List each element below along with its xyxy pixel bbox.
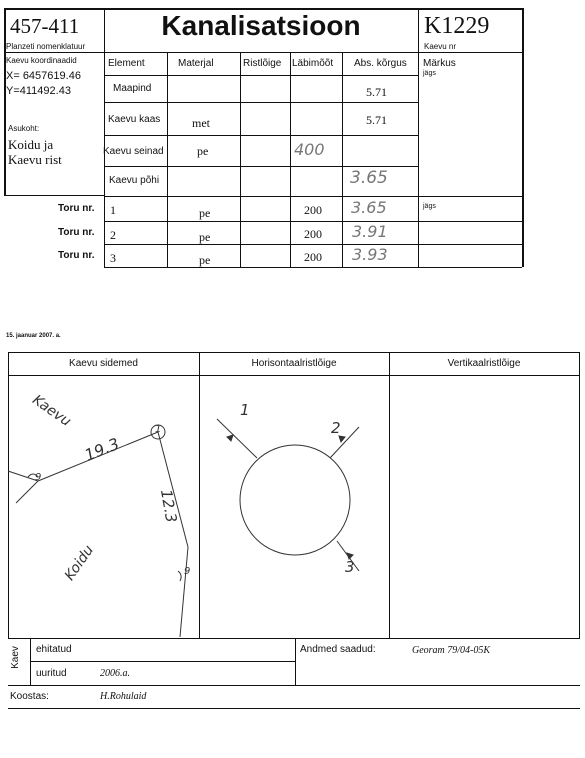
pipe-height: 3.65 [351, 198, 387, 217]
col-header-material: Materjal [178, 58, 214, 69]
pipe-diameter: 200 [304, 203, 322, 217]
row-element: Kaevu põhi [109, 175, 160, 186]
pipe-label: Toru nr. [58, 227, 95, 238]
row-height: 3.65 [350, 168, 388, 188]
coords-caption: Kaevu koordinaadid [6, 56, 77, 65]
panel-title-links: Kaevu sidemed [69, 358, 138, 369]
built-label: ehitatud [36, 644, 72, 655]
pipe-material: pe [199, 206, 211, 220]
pipe-material: pe [199, 230, 211, 244]
well-id: K1229 [424, 13, 490, 39]
sketch-distance-2: 12.3 [156, 487, 181, 525]
well-id-caption: Kaevu nr [424, 42, 457, 51]
pipe-height: 3.93 [352, 245, 388, 264]
panel-title-vertical: Vertikaalristlõige [447, 358, 521, 369]
sketch-node-9b: 9 [184, 566, 191, 577]
source-value: Georam 79/04-05K [412, 645, 491, 656]
row-element: Kaevu kaas [108, 114, 161, 125]
section-pipe-1: 1 [240, 401, 250, 419]
author-value: H.Rohulaid [100, 691, 147, 702]
row-element: Maapind [113, 83, 152, 94]
pipe-nr: 1 [110, 203, 116, 217]
renovated-label: uuritud [36, 668, 67, 679]
row-diameter: 400 [294, 140, 325, 159]
row-height: 5.71 [366, 113, 387, 127]
pipe-note: jägs [423, 203, 436, 210]
location-value: Koidu ja Kaevu rist [8, 137, 62, 167]
sketch-distance-1: 19.3 [81, 434, 122, 465]
side-label-kaev: Kaev [9, 646, 21, 669]
location-caption: Asukoht: [8, 124, 40, 133]
col-header-element: Element [108, 58, 145, 69]
panel-title-horizontal: Horisontaalristlõige [251, 358, 337, 369]
pipe-label: Toru nr. [58, 250, 95, 261]
pipe-material: pe [199, 253, 211, 267]
col-header-diameter: Läbimõõt [292, 58, 334, 69]
y-coordinate: Y=411492.43 [6, 85, 71, 97]
sketch-node-1: 1 [155, 424, 162, 435]
sheet-caption: Planzeti nomenklatuur [6, 42, 86, 51]
pipe-diameter: 200 [304, 250, 322, 264]
pipe-label: Toru nr. [58, 203, 95, 214]
pipe-nr: 2 [110, 228, 116, 242]
sketch-node-9a: 9 [35, 472, 42, 483]
author-label: Koostas: [10, 691, 49, 702]
row-element: Kaevu seinad [103, 146, 164, 157]
source-label: Andmed saadud: [300, 644, 376, 655]
row-material: met [192, 116, 210, 130]
pipe-height: 3.91 [352, 222, 388, 241]
x-coordinate: X= 6457619.46 [6, 70, 81, 82]
page-title: Kanalisatsioon [161, 10, 361, 41]
notes-stamp: jägs [423, 70, 436, 77]
horizontal-section-sketch [199, 375, 389, 637]
pipe-nr: 3 [110, 251, 116, 265]
col-header-height: Abs. kõrgus [354, 58, 407, 69]
row-height: 5.71 [366, 85, 387, 99]
section-pipe-2: 2 [331, 419, 341, 437]
sketch-street-kaevu: Kaevu [29, 392, 74, 430]
row-material: pe [197, 144, 209, 158]
col-header-cross: Ristlõige [243, 58, 282, 69]
date-stamp: 15. jaanuar 2007. a. [6, 333, 61, 339]
sketch-street-koidu: Koidu [61, 542, 98, 584]
pipe-diameter: 200 [304, 227, 322, 241]
renovated-value: 2006.a. [100, 668, 130, 679]
sheet-number: 457-411 [10, 14, 80, 38]
col-header-notes: Märkus [423, 58, 456, 69]
section-pipe-3: 3 [345, 558, 355, 576]
